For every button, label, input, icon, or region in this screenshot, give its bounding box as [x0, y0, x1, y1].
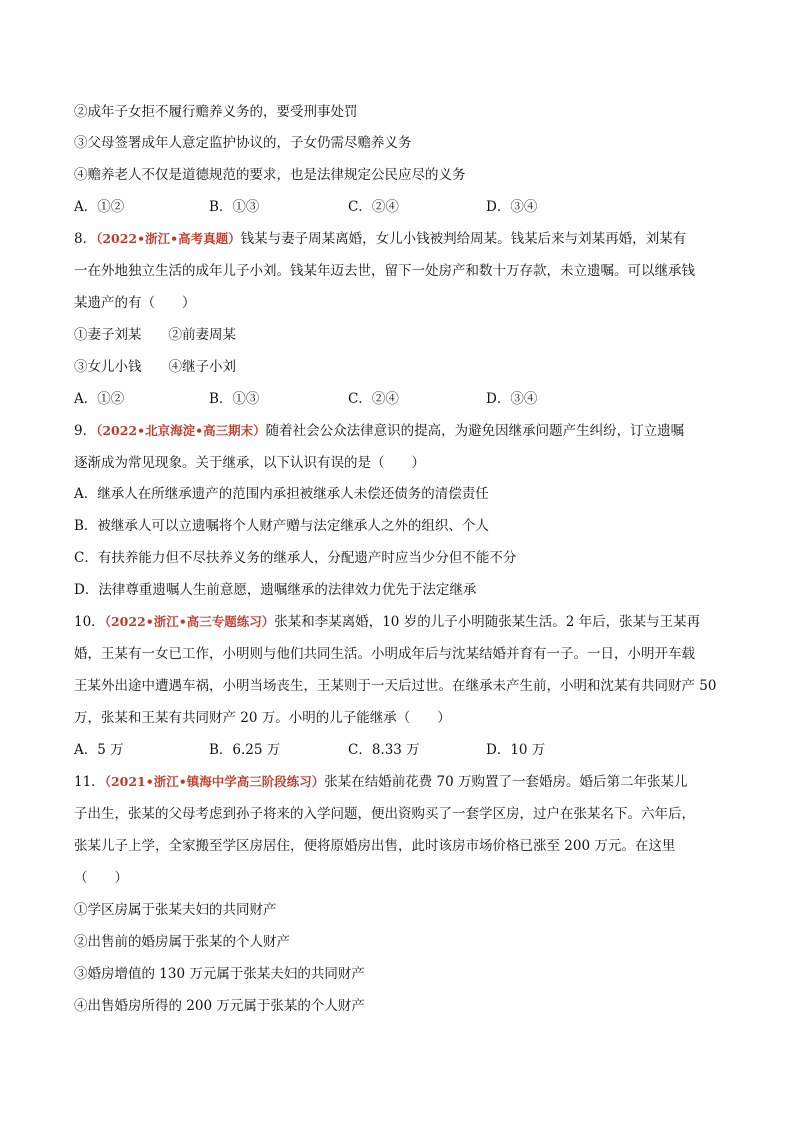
q8-option-b: B．①③	[209, 391, 260, 407]
q11-stem-line-4: （ ）	[74, 870, 128, 886]
q9-stem-line-2: 逐渐成为常见现象。关于继承，以下认识有误的是（ ）	[74, 455, 425, 471]
q9-option-c: C．有扶养能力但不尽扶养义务的继承人，分配遗产时应当少分但不能不分	[74, 550, 517, 566]
q8-source: （2022•浙江•高考真题）	[96, 231, 241, 246]
q8-option-c: C．②④	[348, 391, 399, 407]
q9-option-a: A．继承人在所继承遗产的范围内承担被继承人未偿还债务的清偿责任	[74, 486, 489, 502]
q11-statement-4: ④出售婚房所得的 200 万元属于张某的个人财产	[74, 998, 365, 1014]
q8-statements-line-2: ③女儿小钱 ④继子小刘	[74, 359, 236, 375]
q8-option-d: D．③④	[486, 391, 538, 407]
q7-option-a: A．①②	[74, 199, 125, 215]
q10-stem-line-1	[74, 612, 700, 632]
q11-stem-line-1	[74, 772, 687, 792]
q10-stem-line-3: 王某外出途中遭遇车祸，小明当场丧生，王某则于一天后过世。在继承未产生前，小明和沈某有共同财产 50	[74, 678, 717, 694]
q11-stem-line-2: 子出生，张某的父母考虑到孙子将来的入学问题，便出资购买了一套学区房，过户在张某名下。六年后，	[74, 806, 695, 822]
q9-option-d: D．法律尊重遗嘱人生前意愿，遗嘱继承的法律效力优先于法定继承	[74, 582, 477, 598]
q11-statement-3: ③婚房增值的 130 万元属于张某夫妇的共同财产	[74, 966, 365, 982]
q8-statements-line-1: ①妻子刘某 ②前妻周某	[74, 327, 236, 343]
q8-stem-line-3: 某遗产的有（ ）	[74, 295, 196, 311]
q11-statement-1: ①学区房属于张某夫妇的共同财产	[74, 902, 277, 918]
q10-option-c: C．8.33 万	[348, 742, 420, 758]
q11-source: （2021•浙江•镇海中学高三阶段练习）	[104, 774, 325, 789]
q10-source: （2022•浙江•高三专题练习）	[104, 614, 275, 629]
q10-option-a: A．5 万	[74, 742, 124, 758]
q10-stem-line-2: 婚，王某有一女已工作，小明则与他们共同生活。小明成年后与沈某结婚并育有一子。一日，小明开车载	[74, 646, 695, 662]
q10-stem-line-4: 万，张某和王某有共同财产 20 万。小明的儿子能继承（ ）	[74, 710, 451, 726]
q11-number: 11．	[74, 774, 105, 790]
q7-option-b: B．①③	[209, 199, 260, 215]
q10-stem-text-1: 张某和李某离婚，10 岁的儿子小明随张某生活。2 年后，张某与王某再	[274, 614, 701, 630]
q7-statement-2: ②成年子女拒不履行赡养义务的，要受刑事处罚	[74, 104, 358, 120]
q10-option-b: B．6.25 万	[209, 742, 281, 758]
q8-stem-line-2: 一在外地独立生活的成年儿子小刘。钱某年迈去世，留下一处房产和数十万存款，未立遗嘱。可以继承钱	[74, 263, 695, 279]
q10-number: 10．	[74, 614, 105, 630]
q8-option-a: A．①②	[74, 391, 125, 407]
q7-option-d: D．③④	[486, 199, 538, 215]
q8-stem-text-1: 钱某与妻子周某离婚，女儿小钱被判给周某。钱某后来与刘某再婚，刘某有	[240, 231, 687, 247]
q9-source: （2022•北京海淀•高三期末）	[96, 423, 266, 438]
q9-stem-text-1: 随着社会公众法律意识的提高，为避免因继承问题产生纠纷，订立遗嘱	[265, 423, 685, 439]
q7-statement-4: ④赡养老人不仅是道德规范的要求，也是法律规定公民应尽的义务	[74, 167, 466, 183]
q8-stem-line-1	[74, 229, 686, 249]
q9-stem-line-1	[74, 421, 684, 441]
q7-option-c: C．②④	[348, 199, 399, 215]
q9-number: 9．	[74, 423, 97, 439]
q8-number: 8．	[74, 231, 97, 247]
q10-option-d: D．10 万	[486, 742, 546, 758]
q11-stem-line-3: 张某儿子上学，全家搬至学区房居住，便将原婚房出售，此时该房市场价格已涨至 200 万元。在这里	[74, 838, 676, 854]
q7-statement-3: ③父母签署成年人意定监护协议的，子女仍需尽赡养义务	[74, 135, 412, 151]
q11-stem-text-1: 张某在结婚前花费 70 万购置了一套婚房。婚后第二年张某儿	[324, 774, 688, 790]
q9-option-b: B．被继承人可以立遗嘱将个人财产赠与法定继承人之外的组织、个人	[74, 518, 489, 534]
q11-statement-2: ②出售前的婚房属于张某的个人财产	[74, 934, 290, 950]
